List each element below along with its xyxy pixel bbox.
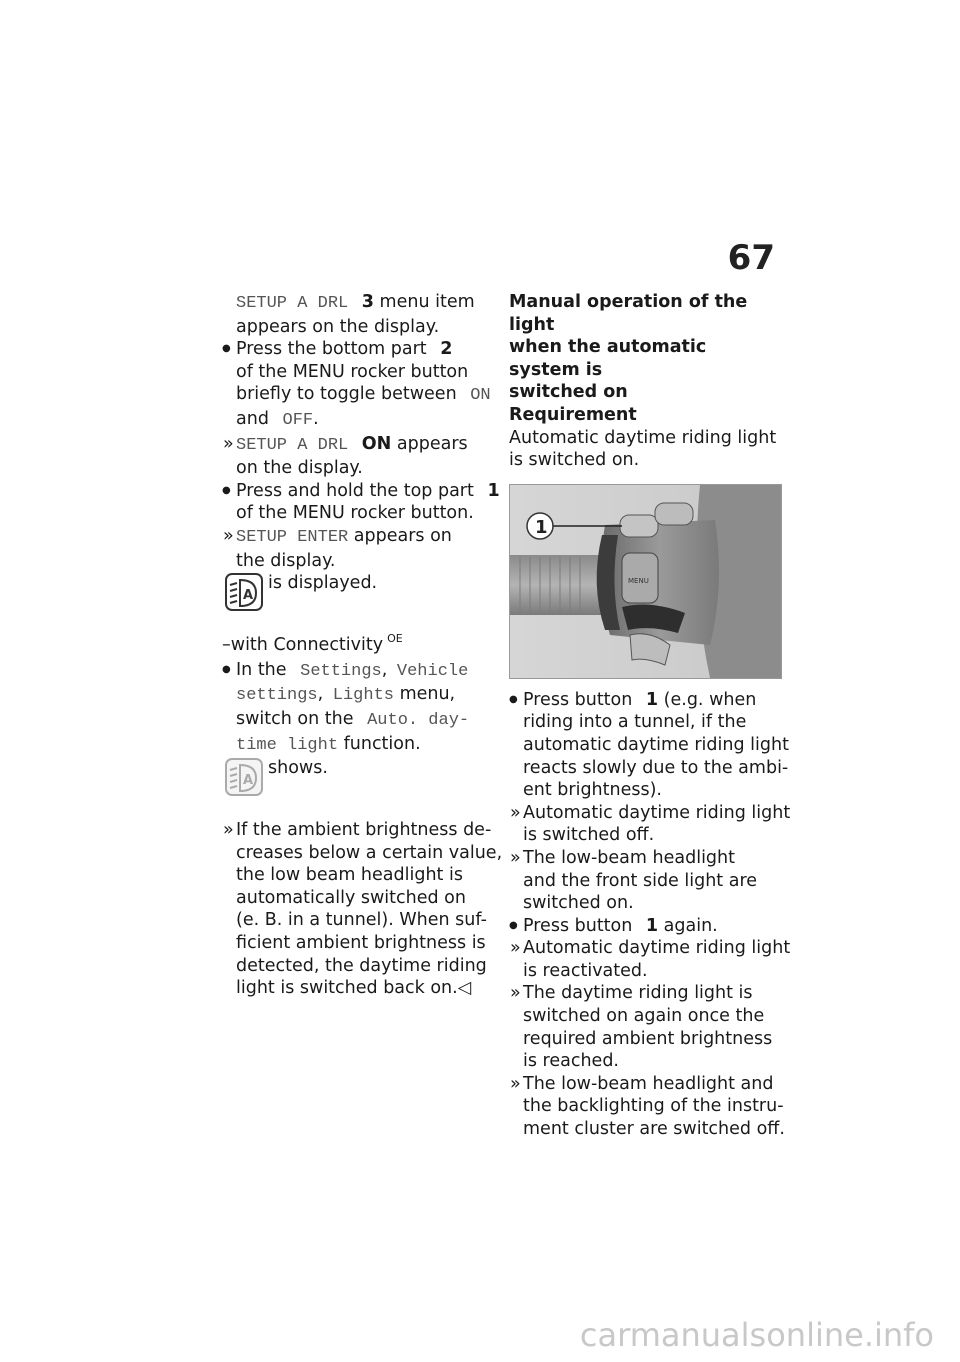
display-code: SETUP A DRL [236, 294, 349, 313]
text: switch on the [236, 708, 354, 729]
left-column [222, 291, 503, 1000]
handlebar-switch-photo [509, 484, 782, 679]
text-line: automatically switched on [236, 887, 466, 908]
text: Press button [523, 915, 633, 936]
section-heading: Manual operation of the light [509, 292, 748, 335]
menu-path: settings [236, 686, 318, 706]
result-item: » Automatic daytime riding light [509, 802, 781, 825]
result-item: » The low-beam headlight and [509, 1073, 781, 1096]
menu-path: Auto. day- [367, 710, 470, 730]
reference-number: 2 [440, 339, 453, 360]
spacer [222, 616, 490, 634]
display-code: ON [470, 386, 491, 406]
menu-path: time light [236, 735, 339, 755]
result-item: » The daytime riding light is [509, 982, 781, 1005]
text: shows. [268, 758, 328, 779]
text-line: of the MENU rocker button [236, 361, 469, 382]
text: Press button [523, 689, 633, 710]
menu-path: Vehicle [396, 661, 469, 681]
text-line: ent brightness). [523, 780, 662, 801]
text-line: appears on the display. [236, 316, 440, 337]
menu-button-label: MENU [628, 576, 649, 585]
text-line [222, 683, 490, 708]
text: again. [658, 915, 718, 936]
svg-text:A: A [243, 773, 254, 789]
text: (e.g. when [658, 689, 757, 710]
bullet-item [509, 915, 781, 938]
text-line: on the display. [236, 458, 363, 479]
result-item: » Automatic daytime riding light [509, 937, 781, 960]
bullet-item [222, 338, 490, 361]
text-line: the low beam headlight is [236, 865, 463, 886]
text-line: is switched on. [509, 450, 640, 471]
text-line [222, 383, 490, 408]
text-line: automatic daytime riding light [523, 734, 789, 755]
text: , [381, 659, 388, 680]
spacer [222, 801, 490, 819]
text-line [222, 733, 490, 758]
result-item [222, 525, 490, 550]
text-line: creases below a certain value, [236, 842, 503, 863]
display-code: SETUP ENTER [236, 527, 349, 547]
section-heading: when the automatic system is [509, 337, 707, 380]
text: –with Connectivity [222, 635, 384, 656]
bullet-item [222, 480, 500, 503]
reference-number: 1 [645, 915, 659, 936]
text-line: and the front side light are [523, 870, 758, 891]
text: Press and hold the top part [236, 480, 474, 501]
text-line: the backlighting of the instru- [523, 1096, 784, 1117]
right-column [509, 291, 791, 1141]
option-equipment-badge: OE [387, 632, 403, 646]
requirement-heading: Requirement [509, 404, 637, 425]
text: Press the bottom part [236, 339, 427, 360]
bullet-item [222, 659, 490, 684]
text: function. [338, 733, 421, 754]
text-line: (e. B. in a tunnel). When suf- [236, 910, 487, 931]
text-line: switched on again once the [523, 1006, 765, 1027]
text: In the [236, 659, 287, 680]
text: , [317, 684, 324, 705]
bold-text: ON [361, 433, 392, 454]
text-line: detected, the daytime riding [236, 955, 487, 976]
icon-line [222, 757, 490, 801]
text: is displayed. [268, 573, 378, 594]
text-line: ment cluster are switched off. [523, 1119, 785, 1140]
result-item: » The low-beam headlight [509, 847, 781, 870]
text: appears on [348, 525, 452, 546]
text-line: light is switched back on.◁ [236, 978, 472, 999]
bullet-item [509, 689, 781, 712]
text-line: Automatic daytime riding light [509, 427, 777, 448]
text: and [236, 408, 269, 429]
text-line: of the MENU rocker button. [236, 503, 474, 524]
text-line: required ambient brightness [523, 1028, 773, 1049]
condition-line [222, 634, 490, 659]
result-item [222, 433, 490, 458]
reference-number: 1 [487, 480, 500, 501]
menu-path: Settings [300, 661, 382, 681]
section-heading: switched on [509, 382, 628, 403]
text-line [222, 708, 490, 733]
page-number: 67 [727, 238, 775, 278]
icon-line [222, 572, 490, 616]
text-line: switched on. [523, 893, 634, 914]
automatic-daytime-riding-light-icon [224, 757, 264, 797]
text-line [222, 291, 490, 316]
text: . [313, 408, 319, 429]
automatic-daytime-riding-light-icon [224, 572, 264, 612]
text: appears [391, 433, 468, 454]
text-line: riding into a tunnel, if the [523, 712, 747, 733]
text-line: the display. [236, 550, 336, 571]
text-line [222, 408, 490, 433]
text: menu, [394, 684, 456, 705]
display-code: SETUP A DRL [236, 435, 349, 455]
text-line: ficient ambient brightness is [236, 933, 486, 954]
result-item: » If the ambient brightness de- [222, 819, 490, 842]
callout-number: 1 [535, 516, 548, 538]
text-line: is reached. [523, 1051, 619, 1072]
text-line: is reactivated. [523, 960, 648, 981]
text: briefly to toggle between [236, 384, 457, 405]
reference-number: 1 [645, 689, 659, 710]
display-code: OFF [282, 410, 314, 430]
svg-text:A: A [243, 588, 254, 604]
text-line: is switched off. [523, 825, 655, 846]
reference-number: 3 [361, 292, 374, 312]
text-line: reacts slowly due to the ambi- [523, 757, 789, 778]
menu-path: Lights [332, 686, 394, 706]
text: menu item [373, 292, 475, 312]
watermark: carmanualsonline.info [579, 1316, 934, 1354]
